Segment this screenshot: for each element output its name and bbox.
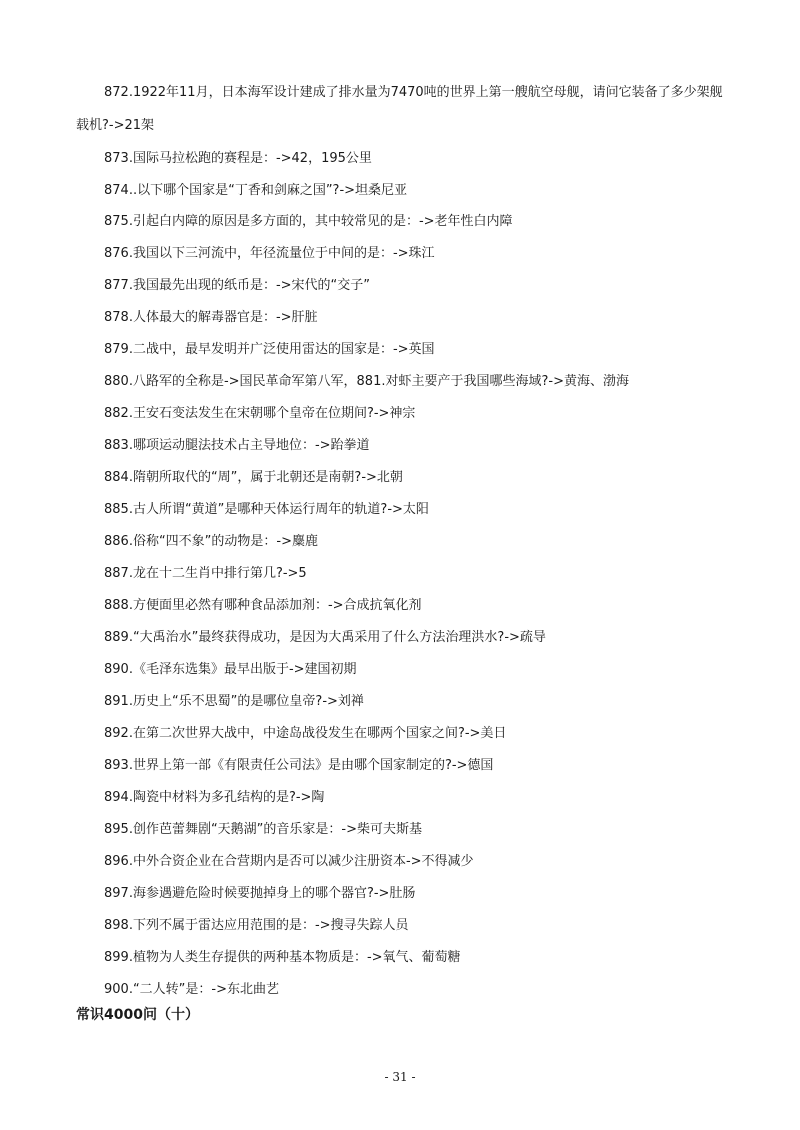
qa-item-886: 886.俗称“四不象”的动物是：->麋鹿 [104, 534, 318, 549]
qa-item-873: 873.国际马拉松跑的赛程是：->42，195公里 [104, 151, 372, 166]
qa-item-891: 891.历史上“乐不思蜀”的是哪位皇帝?->刘禅 [104, 694, 364, 709]
qa-item-898: 898.下列不属于雷达应用范围的是：->搜寻失踪人员 [104, 918, 409, 933]
qa-item-889: 889.“大禹治水”最终获得成功，是因为大禹采用了什么方法治理洪水?->疏导 [104, 630, 546, 645]
qa-item-885: 885.古人所谓“黄道”是哪种天体运行周年的轨道?->太阳 [104, 502, 429, 517]
section-title: 常识4000问（十） [76, 1007, 199, 1023]
qa-item-872-line1: 872.1922年11月，日本海军设计建成了排水量为7470吨的世界上第一艘航空母舰，请问它装备了多少架舰 [104, 85, 723, 100]
qa-item-896: 896.中外合资企业在合营期内是否可以减少注册资本->不得减少 [104, 854, 474, 869]
qa-item-878: 878.人体最大的解毒器官是：->肝脏 [104, 310, 318, 325]
qa-item-874: 874..以下哪个国家是“丁香和剑麻之国”?->坦桑尼亚 [104, 183, 408, 198]
qa-item-893: 893.世界上第一部《有限责任公司法》是由哪个国家制定的?->德国 [104, 758, 494, 773]
qa-item-879: 879.二战中，最早发明并广泛使用雷达的国家是：->英国 [104, 342, 435, 357]
qa-item-894: 894.陶瓷中材料为多孔结构的是?->陶 [104, 790, 325, 805]
qa-item-887: 887.龙在十二生肖中排行第几?->5 [104, 566, 307, 581]
qa-item-882: 882.王安石变法发生在宋朝哪个皇帝在位期间?->神宗 [104, 406, 416, 421]
qa-item-897: 897.海参遇避危险时候要抛掉身上的哪个器官?->肚肠 [104, 886, 416, 901]
qa-item-892: 892.在第二次世界大战中，中途岛战役发生在哪两个国家之间?->美日 [104, 726, 507, 741]
qa-item-899: 899.植物为人类生存提供的两种基本物质是：->氧气、葡萄糖 [104, 950, 461, 965]
qa-item-890: 890.《毛泽东选集》最早出版于->建国初期 [104, 662, 357, 677]
qa-item-875: 875.引起白内障的原因是多方面的，其中较常见的是：->老年性白内障 [104, 214, 513, 229]
qa-item-883: 883.哪项运动腿法技术占主导地位：->跆拳道 [104, 438, 370, 453]
qa-item-900: 900.“二人转”是：->东北曲艺 [104, 982, 279, 997]
qa-item-872-line2: 载机?->21架 [76, 118, 155, 133]
qa-item-880-881: 880.八路军的全称是->国民革命军第八军，881.对虾主要产于我国哪些海域?->黄海、渤海 [104, 374, 629, 389]
page-number: - 31 - [384, 1070, 416, 1084]
qa-item-888: 888.方便面里必然有哪种食品添加剂：->合成抗氧化剂 [104, 598, 422, 613]
qa-item-876: 876.我国以下三河流中，年径流量位于中间的是：->珠江 [104, 246, 435, 261]
qa-item-895: 895.创作芭蕾舞剧“天鹅湖”的音乐家是：->柴可夫斯基 [104, 822, 422, 837]
qa-item-884: 884.隋朝所取代的“周”，属于北朝还是南朝?->北朝 [104, 470, 403, 485]
qa-item-877: 877.我国最先出现的纸币是：->宋代的“交子” [104, 278, 370, 293]
